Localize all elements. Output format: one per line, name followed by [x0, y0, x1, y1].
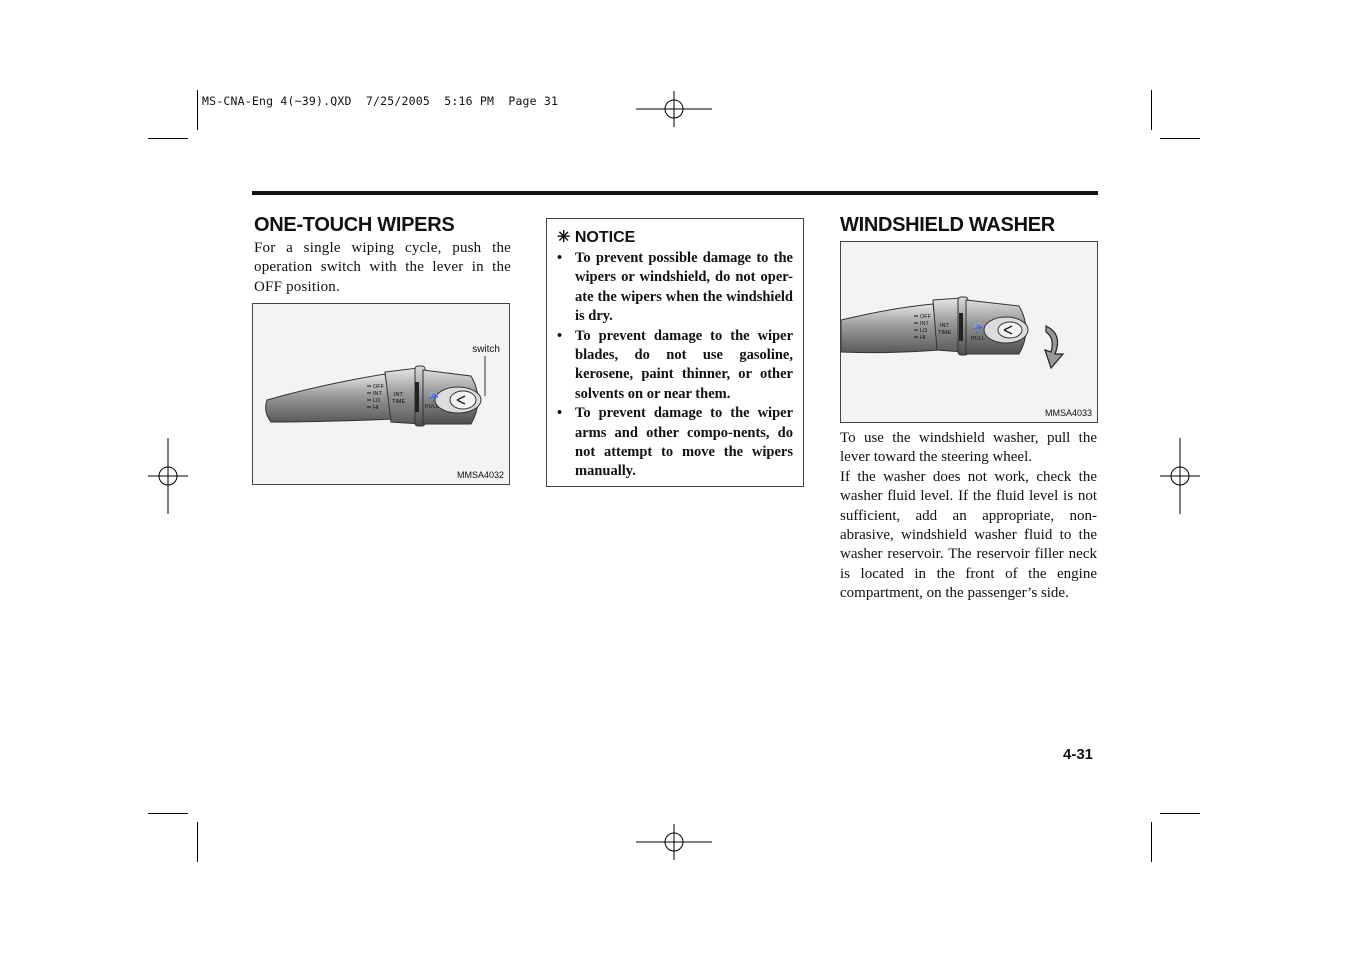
int-label: INT: [394, 392, 403, 398]
section-heading-windshield-washer: WINDSHIELD WASHER: [840, 214, 1055, 236]
washer-icon: ☔: [972, 323, 984, 333]
notice-title-text: NOTICE: [574, 229, 636, 246]
pull-arrow-icon: [1045, 326, 1063, 368]
figure-id: MMSA4032: [456, 470, 504, 480]
figure-one-touch-wiper-lever: [252, 303, 510, 485]
washer-lever-illustration: [841, 242, 1097, 422]
print-slug: MS-CNA-Eng 4(~39).QXD 7/25/2005 5:16 PM Page 31: [202, 94, 559, 108]
notice-title: [557, 227, 793, 247]
lever-label-off: OFF: [920, 314, 931, 320]
notice-item: • To prevent possible damage to the wipers or windshield, do not oper-ate the wipers when the windshield is dry.: [557, 249, 793, 327]
right-column-heading: [840, 214, 1098, 237]
lever-label-lo: LO: [373, 398, 381, 404]
page-number: 4-31: [1063, 746, 1094, 763]
lever-label-int: INT: [373, 391, 382, 397]
notice-list: [557, 249, 793, 482]
notice-item: • To prevent damage to the wiper arms and other compo-nents, do not attempt to move the wipers manually.: [557, 404, 793, 482]
one-touch-body: For a single wiping cycle, push the operation switch with the lever in the OFF position.: [254, 240, 511, 295]
notice-item: • To prevent damage to the wiper blades, do not use gasoline, kerosene, paint thinner, or other solvents on or near them.: [557, 327, 793, 405]
washer-text: [840, 429, 1097, 604]
int-label: INT: [940, 323, 949, 329]
lever-label-hi: HI: [920, 335, 926, 341]
lever-label-int: INT: [920, 321, 929, 327]
header-rule: [252, 191, 1098, 195]
washer-para-2: If the washer does not work, check the washer fluid level. If the fluid level is not sufficient, add an appropriate, non-abrasive, windshield washer fluid to the washer reservoir. The reservoir filler neck is located in the front of the engine compartment, on the passenger’s side.: [840, 468, 1097, 602]
switch-callout: switch: [472, 344, 500, 355]
time-label: TIME: [938, 330, 952, 336]
section-heading-one-touch-wipers: ONE-TOUCH WIPERS: [254, 214, 455, 236]
notice-box: [546, 218, 804, 487]
lever-label-lo: LO: [920, 328, 928, 334]
left-column: [254, 214, 511, 297]
washer-icon: ☔: [428, 392, 440, 402]
pull-label: PULL: [425, 404, 439, 410]
figure-id: MMSA4033: [1044, 408, 1092, 418]
time-label: TIME: [392, 399, 406, 405]
figure-windshield-washer-lever: [840, 241, 1098, 423]
lever-label-hi: HI: [373, 405, 379, 411]
lever-label-off: OFF: [373, 384, 384, 390]
pull-label: PULL: [971, 336, 985, 342]
wiper-lever-illustration: [253, 304, 509, 484]
notice-star-icon: ✳: [557, 229, 571, 246]
washer-para-1: To use the windshield washer, pull the lever toward the steering wheel.: [840, 430, 1097, 466]
